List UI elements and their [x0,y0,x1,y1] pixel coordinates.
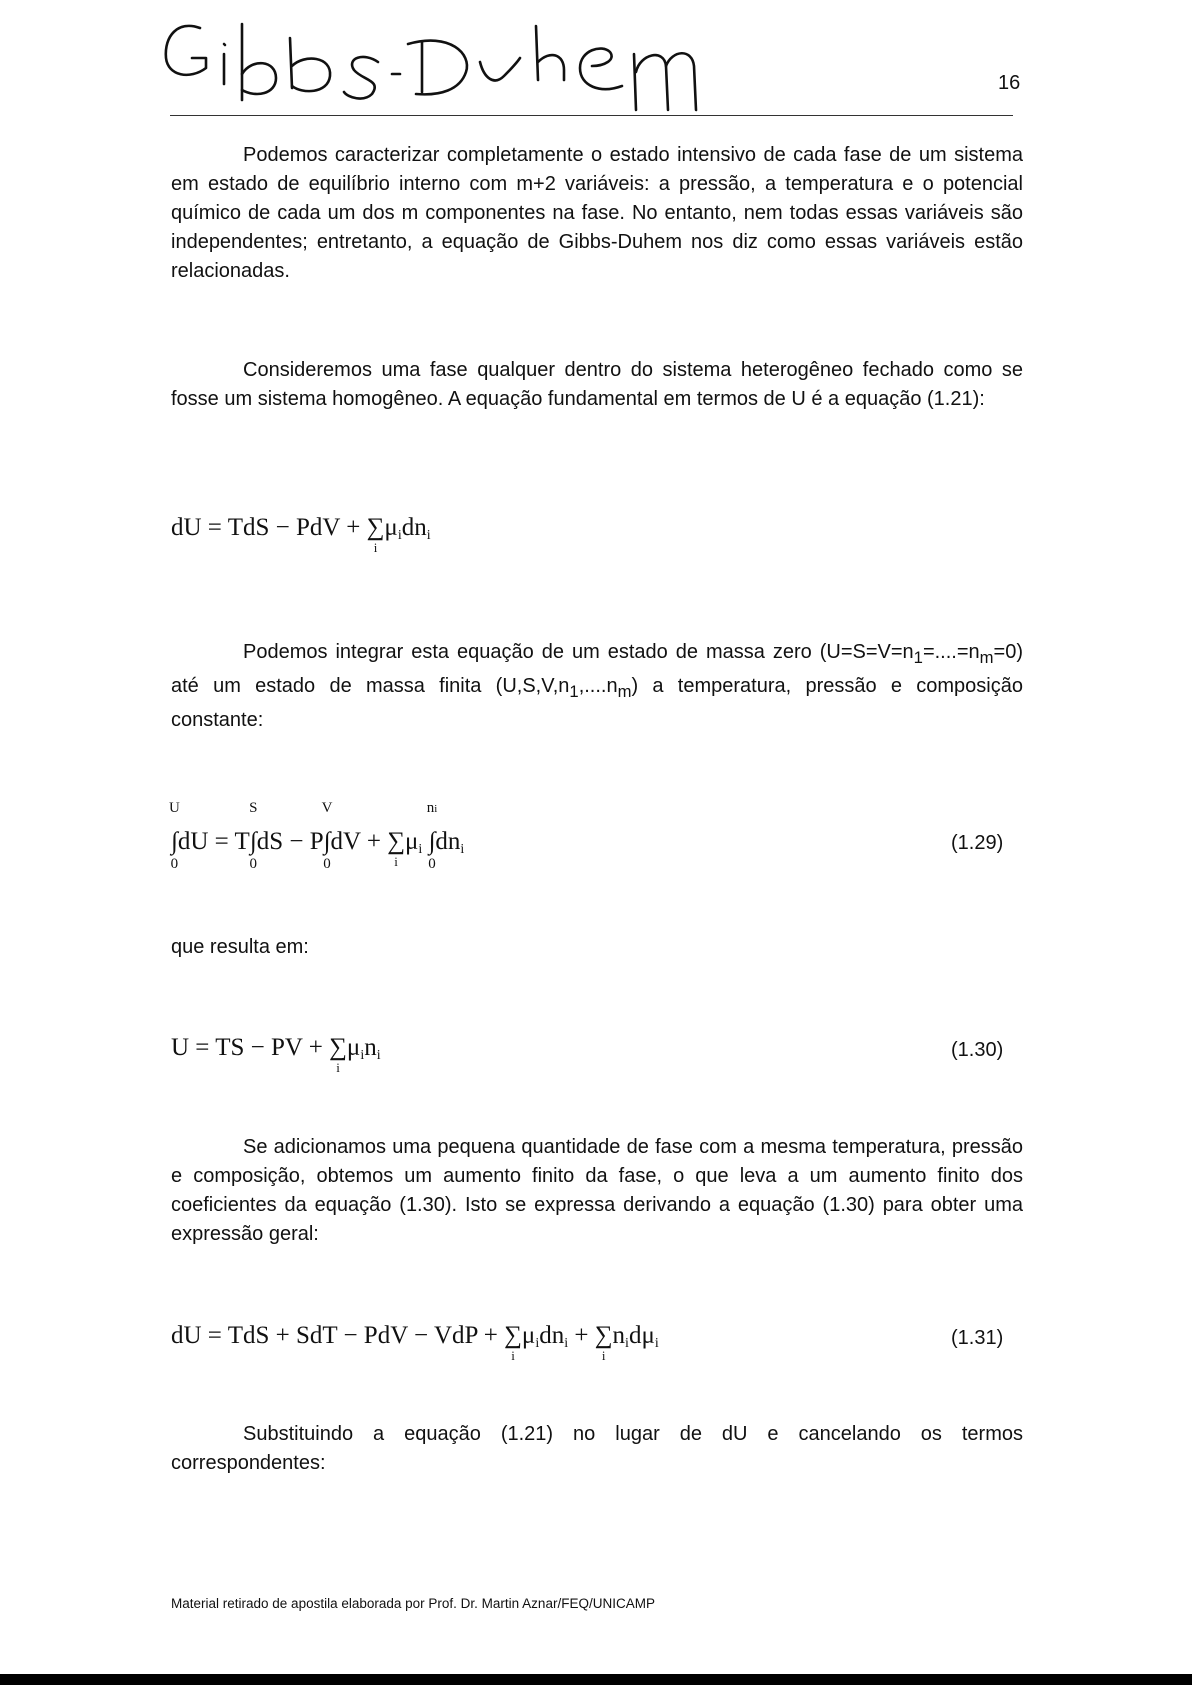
equation-number-1-30: (1.30) [951,1039,1004,1061]
footer-credit: Material retirado de apostila elaborada por Prof. Dr. Martin Aznar/FEQ/UNICAMP [171,1596,655,1611]
handwritten-title [160,14,760,114]
paragraph-intro: Podemos caracterizar completamente o estado intensivo de cada fase de um sistema em estado de equilíbrio interno com m+2 variáveis: a pressão, a temperatura e o potencial químico de cada um dos m componentes na fase. No entanto, nem todas essas variáveis são independentes; entretanto, a equação de Gibbs-Duhem nos diz como essas variáveis estão relacionadas. [171,144,1023,282]
page-number: 16 [998,72,1021,94]
bottom-scan-band [0,1674,1192,1685]
equation-1-30: U = TS − PV + ∑ i $\mu_in_i$ [171,1034,381,1075]
paragraph-integration: Podemos integrar esta equação de um estado de massa zero $(U=S=V=n_1=....=n_m=0)$ até um estado de massa finita $(U,S,V,n_1,....n_m)$ a temperatura, pressão e composição constante: [171,641,1023,731]
equation-number-1-31: (1.31) [951,1327,1004,1349]
paragraph-homogeneous-phase: Consideremos uma fase qualquer dentro do sistema heterogêneo fechado como se fosse um sistema homogêneo. A equação fundamental em termos de U é a equação (1.21): [171,359,1023,410]
equation-1-29: ∫ U 0 dU = T∫ S 0 dS − P∫ V 0 dV + ∑ i $\mu_i$ ∫ ni 0 $dn_i$ [169,800,465,872]
paragraph-substitution: Substituindo a equação (1.21) no lugar de dU e cancelando os termos correspondentes: [171,1423,1023,1474]
paragraph-derivation: Se adicionamos uma pequena quantidade de fase com a mesma temperatura, pressão e composição, obtemos um aumento finito da fase, o que leva a um aumento finito dos coeficientes da equação (1.30). Isto se expressa derivando a equação (1.30) para obter uma expressão geral: [171,1136,1023,1245]
header-divider [170,115,1013,116]
equation-fundamental: dU = TdS − PdV + ∑ i $\mu_idn_i$ [171,514,431,555]
paragraph-result: que resulta em: [171,936,309,958]
equation-number-1-29: (1.29) [951,832,1004,854]
equation-1-31: dU = TdS + SdT − PdV − VdP + ∑ i $\mu_idn_i$ + ∑ i $n_id\mu_i$ [171,1322,659,1363]
